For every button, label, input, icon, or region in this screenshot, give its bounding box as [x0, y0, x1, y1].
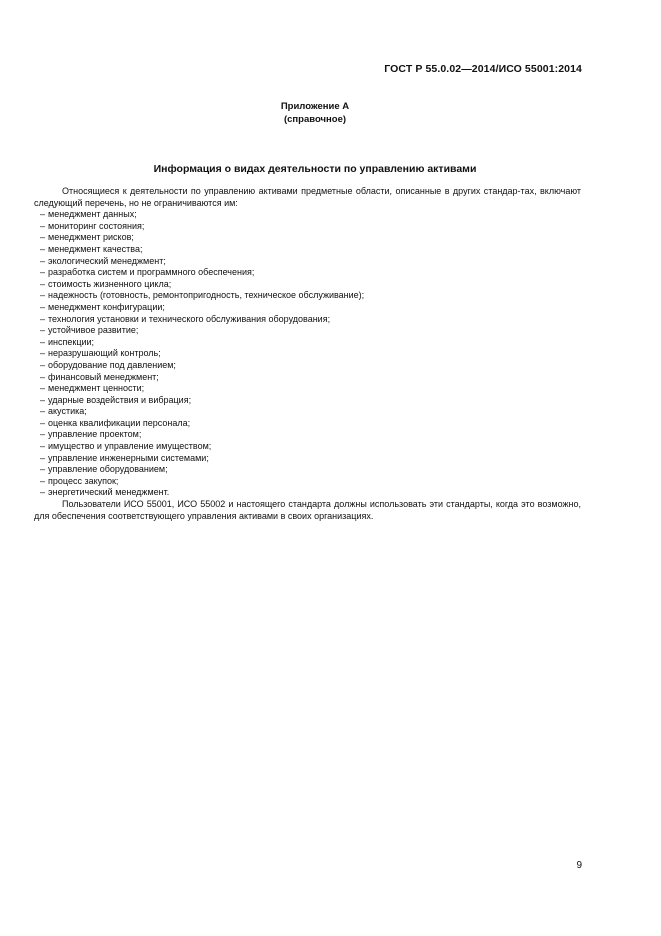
list-item-text: устойчивое развитие; [48, 325, 139, 336]
list-dash: – [40, 371, 46, 382]
list-item-text: менеджмент ценности; [48, 383, 145, 394]
annex-status: (справочное) [283, 114, 347, 125]
list-item [34, 325, 581, 337]
list-item [34, 279, 581, 291]
list-dash: – [40, 290, 46, 301]
list-dash: – [40, 243, 46, 254]
list-item-text: мониторинг состояния; [48, 220, 145, 231]
list-item [34, 383, 581, 395]
list-item-text: управление проектом; [48, 429, 142, 440]
list-item [34, 360, 581, 372]
annex-heading [0, 100, 630, 126]
list-item [34, 267, 581, 279]
intro-paragraph: Относящиеся к деятельности по управлению активами предметные области, описанные в других стандар-тах, включают следующий перечень, но не ограничиваются им: [34, 186, 581, 208]
list-item-text: менеджмент рисков; [48, 232, 134, 243]
list-item-text: акустика; [48, 406, 87, 417]
list-item-text: разработка систем и программного обеспечения; [48, 267, 255, 278]
list-dash: – [40, 383, 46, 394]
list-item-text: ударные воздействия и вибрация; [48, 394, 192, 405]
list-item-text: процесс закупок; [48, 475, 119, 486]
list-item [34, 314, 581, 326]
list-dash: – [40, 475, 46, 486]
list-item-text: управление инженерными системами; [48, 452, 209, 463]
list-item-text: финансовый менеджмент; [48, 371, 159, 382]
list-item-text: оценка квалификации персонала; [48, 417, 191, 428]
list-dash: – [40, 301, 46, 312]
list-dash: – [40, 359, 46, 370]
list-item [34, 209, 581, 221]
list-dash: – [40, 406, 46, 417]
list-item-text: надежность (готовность, ремонтопригодность, техническое обслуживание); [48, 290, 365, 301]
list-item [34, 453, 581, 465]
list-item-text: менеджмент конфигурации; [48, 301, 165, 312]
list-dash: – [40, 255, 46, 266]
list-dash: – [40, 417, 46, 428]
activity-list [34, 209, 581, 499]
list-item [34, 395, 581, 407]
section-title: Информация о видах деятельности по управлению активами [153, 163, 477, 175]
list-item-text: управление оборудованием; [48, 464, 168, 475]
list-item [34, 429, 581, 441]
body-text [34, 186, 581, 522]
list-dash: – [40, 452, 46, 463]
list-item [34, 406, 581, 418]
list-item [34, 221, 581, 233]
list-dash: – [40, 313, 46, 324]
list-dash: – [40, 394, 46, 405]
list-item [34, 337, 581, 349]
list-dash: – [40, 220, 46, 231]
list-dash: – [40, 348, 46, 359]
standard-code-header: ГОСТ Р 55.0.02—2014/ИСО 55001:2014 [384, 63, 582, 75]
list-item-text: стоимость жизненного цикла; [48, 278, 172, 289]
list-item [34, 348, 581, 360]
list-item [34, 487, 581, 499]
list-item-text: оборудование под давлением; [48, 359, 176, 370]
list-item [34, 256, 581, 268]
list-dash: – [40, 441, 46, 452]
list-dash: – [40, 325, 46, 336]
list-item-text: экологический менеджмент; [48, 255, 166, 266]
list-item-text: энергетический менеджмент. [48, 487, 170, 498]
list-item [34, 232, 581, 244]
list-dash: – [40, 464, 46, 475]
annex-title: Приложение А [280, 101, 350, 112]
list-dash: – [40, 278, 46, 289]
list-item-text: неразрушающий контроль; [48, 348, 161, 359]
list-item [34, 244, 581, 256]
list-item-text: менеджмент данных; [48, 209, 137, 220]
list-dash: – [40, 232, 46, 243]
list-dash: – [40, 336, 46, 347]
list-dash: – [40, 267, 46, 278]
list-item [34, 464, 581, 476]
list-item [34, 372, 581, 384]
list-item [34, 290, 581, 302]
list-item [34, 476, 581, 488]
page-number: 9 [576, 860, 582, 871]
list-dash: – [40, 209, 46, 220]
list-item-text: инспекции; [48, 336, 95, 347]
list-dash: – [40, 487, 46, 498]
list-item [34, 418, 581, 430]
list-dash: – [40, 429, 46, 440]
list-item [34, 302, 581, 314]
list-item-text: менеджмент качества; [48, 243, 143, 254]
list-item-text: имущество и управление имуществом; [48, 441, 212, 452]
closing-paragraph: Пользователи ИСО 55001, ИСО 55002 и настоящего стандарта должны использовать эти стандарты, когда это возможно, для обеспечения соответствующего управления активами в своих организациях. [34, 499, 581, 521]
list-item [34, 441, 581, 453]
list-item-text: технология установки и технического обслуживания оборудования; [48, 313, 331, 324]
